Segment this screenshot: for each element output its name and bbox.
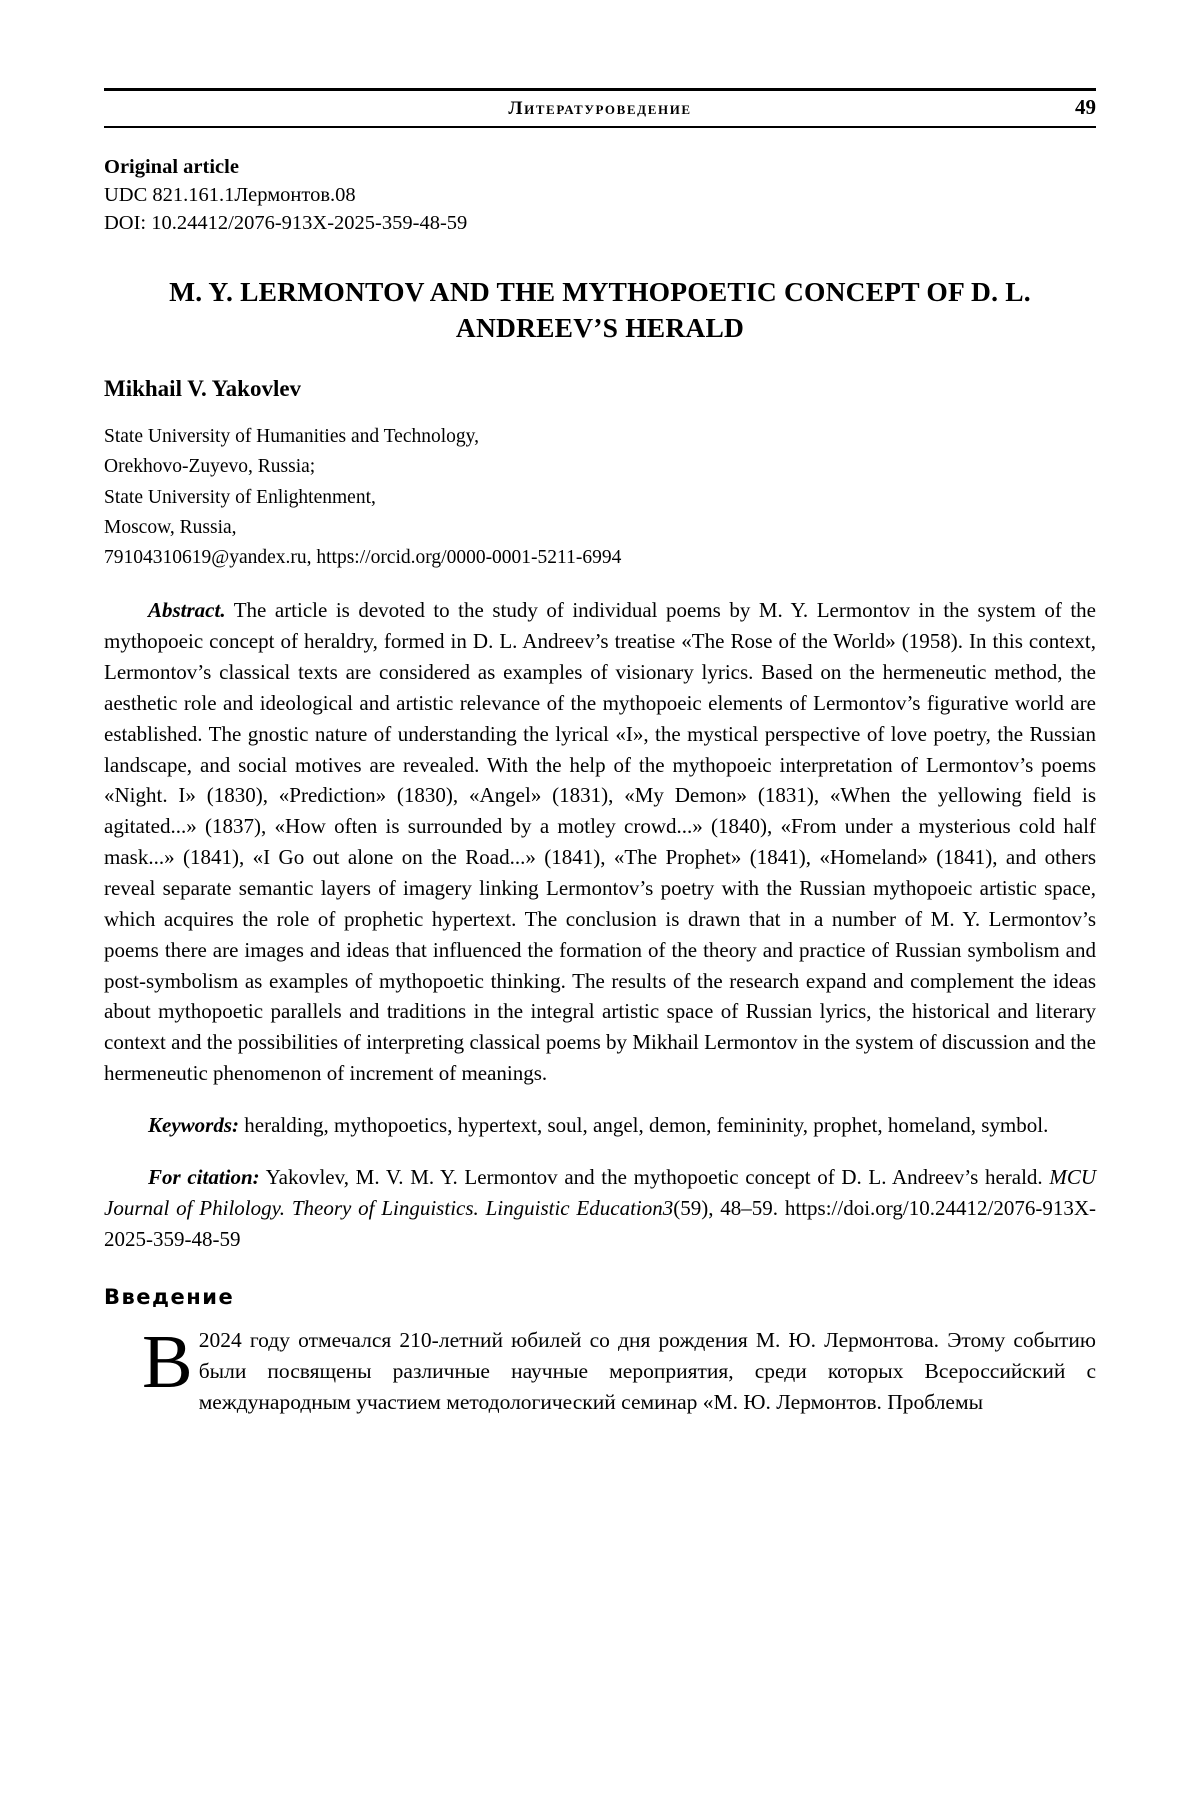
keywords-label: Keywords:	[148, 1113, 239, 1138]
page-number: 49	[1075, 95, 1096, 119]
introduction-paragraph	[104, 1319, 1096, 1419]
affiliation-line-3: State University of Enlightenment,	[104, 486, 376, 508]
citation	[104, 1162, 1096, 1255]
affiliation-line-2: Orekhovo-Zuyevo, Russia;	[104, 456, 316, 478]
keywords-text: heralding, mythopoetics, hypertext, soul, angel, demon, femininity, prophet, homeland, symbol.	[244, 1113, 1049, 1138]
affiliation-line-4: Moscow, Russia,	[104, 516, 237, 538]
introduction-text: 2024 году отмечался 210-летний юбилей со дня рождения М. Ю. Лермонтова. Этому событию были посвящены различные научные мероприятия, среди которых Всероссийский с международным участием методологический семинар «М. Ю. Лермонтов. Проблемы	[198, 1327, 1096, 1414]
abstract-label: Abstract.	[148, 598, 226, 623]
citation-text-part-1: Yakovlev, M. V. M. Y. Lermontov and the mythopoetic concept of D. L. Andreev’s herald.	[265, 1164, 1043, 1189]
affiliation-contact: 79104310619@yandex.ru, https://orcid.org/0000-0001-5211-6994	[104, 547, 622, 569]
doi-code: DOI: 10.24412/2076-913X-2025-359-48-59	[104, 211, 468, 234]
author-name: Mikhail V. Yakovlev	[104, 376, 302, 402]
abstract-text: The article is devoted to the study of individual poems by M. Y. Lermontov in the system of the mythopoeic concept of heraldry, formed in D. L. Andreev’s treatise «The Rose of the World» (1958). In this context, Lermontov’s classical texts are considered as examples of visionary lyrics. Based on the hermeneutic method, the aesthetic role and ideological and artistic relevance of the mythopoeic elements of Lermontov’s figurative world are established. The gnostic nature of understanding the lyrical «I», the mystical perspective of love poetry, the Russian landscape, and social motives are revealed. With the help of the mythopoeic interpretation of Lermontov’s poems «Night. I» (1830), «Prediction» (1830), «Angel» (1831), «My Demon» (1831), «When the yellowing field is agitated...» (1837), «How often is surrounded by a motley crowd...» (1840), «From under a mysterious cold half mask...» (1841), «I Go out alone on the Road...» (1841), «The Prophet» (1841), «Homeland» (1841), and others reveal separate semantic layers of imagery linking Lermontov’s poetry with the Russian mythopoeic artistic space, which acquires the role of prophetic hypertext. The conclusion is drawn that in a number of M. Y. Lermontov’s poems there are images and ideas that influenced the formation of the theory and practice of Russian symbolism and post-symbolism as examples of mythopoetic thinking. The results of the research expand and complement the ideas about mythopoetic parallels and traditions in the integral artistic space of Russian lyrics, the historical and literary context and the possibilities of interpreting classical poems by Mikhail Lermontov in the system of discussion and the hermeneutic phenomenon of increment of meanings.	[104, 598, 1096, 1086]
citation-journal: MCU Journal of Philology. Theory of Linguistics. Linguistic Education	[104, 1164, 1096, 1220]
page-title: M. Y. LERMONTOV AND THE MYTHOPOETIC CONCEPT OF D. L. ANDREEV’S HERALD	[169, 275, 1031, 343]
drop-cap: В	[142, 1319, 193, 1404]
running-head-title: Литературоведение	[508, 98, 692, 119]
affiliation	[104, 422, 1096, 573]
abstract	[104, 595, 1096, 1089]
citation-text-part-2: (59), 48–59. https://doi.org/10.24412/2076-913X-2025-359-48-59	[104, 1195, 1096, 1251]
running-head	[104, 88, 1096, 128]
article-meta	[104, 154, 1096, 238]
citation-label: For citation:	[148, 1164, 260, 1189]
affiliation-line-1: State University of Humanities and Technology,	[104, 426, 480, 448]
article-type: Original article	[104, 156, 239, 178]
keywords	[104, 1110, 1096, 1141]
section-heading-introduction: Введение	[104, 1284, 235, 1309]
udc-code: UDC 821.161.1Лермонтов.08	[104, 183, 356, 206]
citation-volume: 3	[662, 1195, 674, 1220]
